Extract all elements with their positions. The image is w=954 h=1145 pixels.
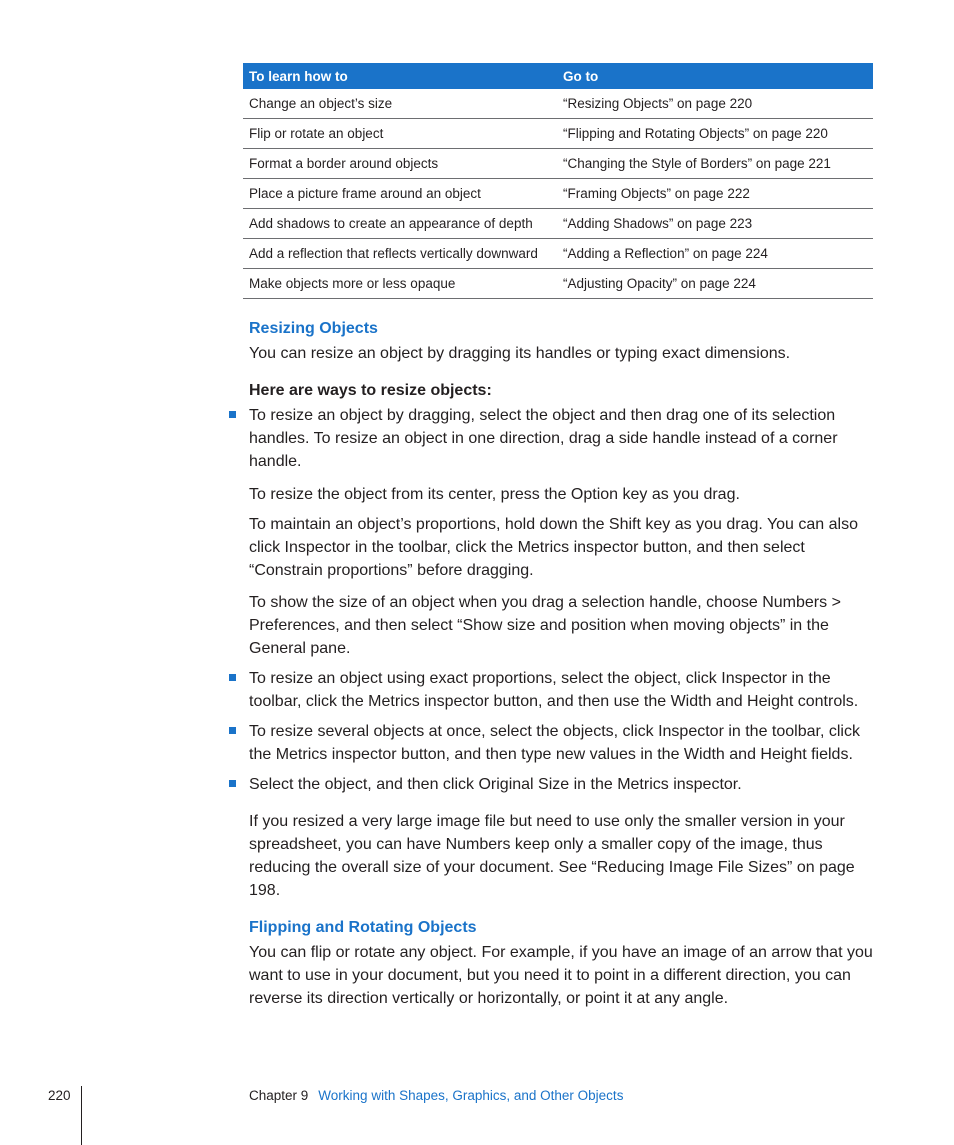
table-cell-link[interactable]: “Framing Objects” on page 222 <box>557 179 873 209</box>
body-paragraph: To resize the object from its center, press the Option key as you drag. <box>249 486 740 503</box>
table-row <box>243 269 873 299</box>
table-row <box>243 179 873 209</box>
section-heading-flipping: Flipping and Rotating Objects <box>249 919 477 936</box>
bullet-item: To resize several objects at once, select the objects, click Inspector in the toolbar, click the Metrics inspector button, and then type new values in the Width and Height fields. <box>249 723 860 763</box>
table-row <box>243 89 873 119</box>
table-cell-link[interactable]: “Flipping and Rotating Objects” on page 220 <box>557 119 873 149</box>
reference-table <box>243 63 873 299</box>
table-cell-link[interactable]: “Adding a Reflection” on page 224 <box>557 239 873 269</box>
table-cell-task: Format a border around objects <box>243 149 557 179</box>
chapter-label: Chapter 9 <box>249 1088 309 1103</box>
table-cell-task: Add shadows to create an appearance of depth <box>243 209 557 239</box>
section-heading-resizing: Resizing Objects <box>249 320 378 337</box>
table-header-goto: Go to <box>557 63 873 89</box>
resizing-lead: Here are ways to resize objects: <box>249 382 492 399</box>
table-cell-link[interactable]: “Adjusting Opacity” on page 224 <box>557 269 873 299</box>
table-cell-link[interactable]: “Resizing Objects” on page 220 <box>557 89 873 119</box>
footer-divider <box>81 1086 82 1145</box>
bullet-item: To resize an object by dragging, select the object and then drag one of its selection handles. To resize an object in one direction, drag a side handle instead of a corner handle. <box>249 407 838 470</box>
table-cell-link[interactable]: “Changing the Style of Borders” on page 221 <box>557 149 873 179</box>
flipping-intro: You can flip or rotate any object. For example, if you have an image of an arrow that you want to use in your document, but you need it to point in a different direction, you can reverse its direction vertically or horizontally, or point it at any angle. <box>249 944 873 1007</box>
table-cell-task: Change an object’s size <box>243 89 557 119</box>
table-row <box>243 119 873 149</box>
chapter-title: Working with Shapes, Graphics, and Other Objects <box>318 1088 624 1103</box>
bullet-icon <box>229 727 236 734</box>
body-paragraph: If you resized a very large image file but need to use only the smaller version in your spreadsheet, you can have Numbers keep only a smaller copy of the image, thus reducing the overall size of your document. See “Reducing Image File Sizes” on page 198. <box>249 813 855 899</box>
table-cell-link[interactable]: “Adding Shadows” on page 223 <box>557 209 873 239</box>
body-paragraph: To maintain an object’s proportions, hold down the Shift key as you drag. You can also click Inspector in the toolbar, click the Metrics inspector button, and then select “Constrain proportions” before dragging. <box>249 516 858 579</box>
table-cell-task: Place a picture frame around an object <box>243 179 557 209</box>
resizing-intro: You can resize an object by dragging its handles or typing exact dimensions. <box>249 345 791 362</box>
table-cell-task: Add a reflection that reflects vertically downward <box>243 239 557 269</box>
table-header-row <box>243 63 873 89</box>
table-cell-task: Make objects more or less opaque <box>243 269 557 299</box>
table-cell-task: Flip or rotate an object <box>243 119 557 149</box>
table-header-learn: To learn how to <box>243 63 557 89</box>
bullet-icon <box>229 780 236 787</box>
bullet-item: Select the object, and then click Original Size in the Metrics inspector. <box>249 776 742 793</box>
table-row <box>243 209 873 239</box>
table-row <box>243 149 873 179</box>
table-row <box>243 239 873 269</box>
bullet-icon <box>229 674 236 681</box>
page-number: 220 <box>48 1088 71 1103</box>
body-paragraph: To show the size of an object when you drag a selection handle, choose Numbers > Preferences, and then select “Show size and position when moving objects” in the General pane. <box>249 594 841 657</box>
bullet-icon <box>229 411 236 418</box>
footer-chapter <box>249 1088 623 1103</box>
bullet-item: To resize an object using exact proportions, select the object, click Inspector in the toolbar, click the Metrics inspector button, and then use the Width and Height controls. <box>249 670 859 710</box>
